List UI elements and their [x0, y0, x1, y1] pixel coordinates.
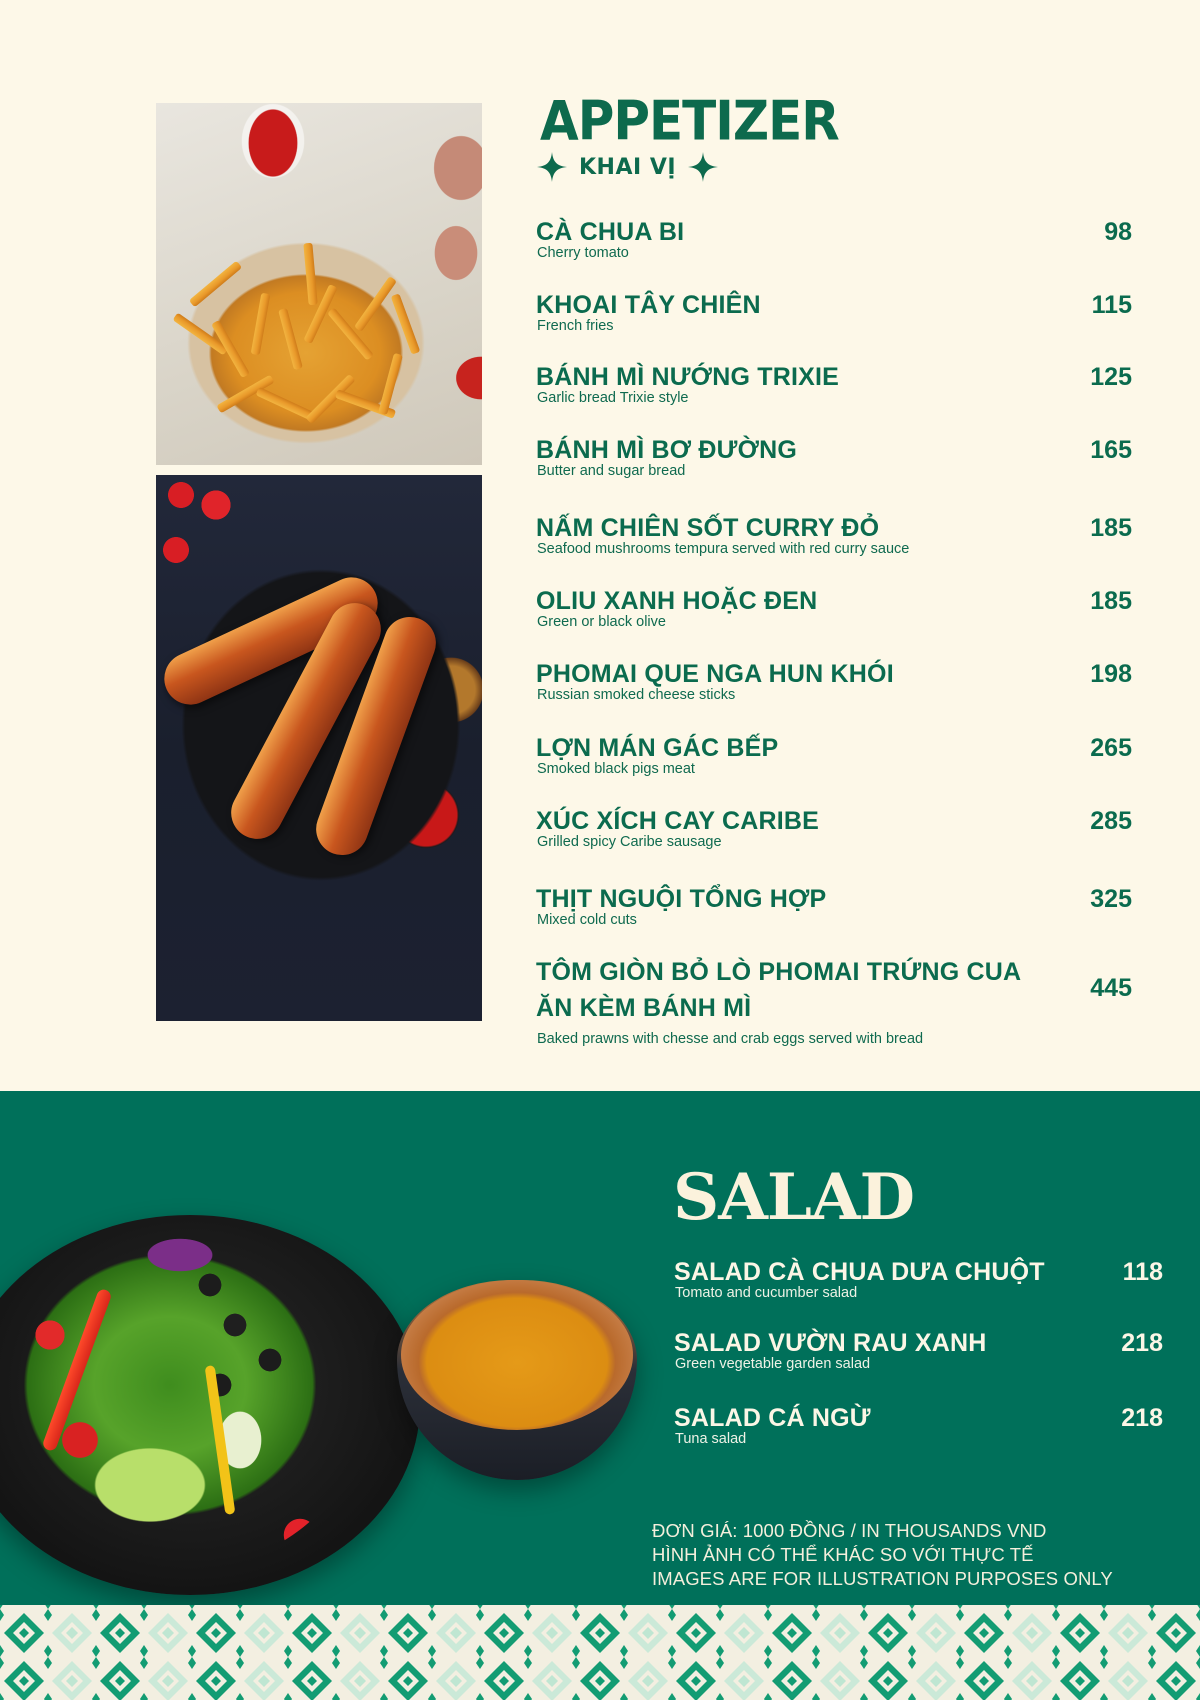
- item-name-line: TÔM GIÒN BỎ LÒ PHOMAI TRỨNG CUA: [536, 958, 1022, 986]
- item-price: 218: [1121, 1404, 1163, 1432]
- sausage-photo: [156, 475, 482, 1021]
- item-price: 285: [1090, 807, 1132, 835]
- appetizer-header: [540, 90, 839, 182]
- menu-item: [674, 1329, 1163, 1373]
- item-price: 218: [1121, 1329, 1163, 1357]
- menu-item: [536, 218, 1132, 262]
- notice-line: HÌNH ẢNH CÓ THỂ KHÁC SO VỚI THỰC TẾ: [652, 1544, 1034, 1565]
- item-price: 125: [1090, 363, 1132, 391]
- price-notice: [652, 1519, 1113, 1591]
- item-description: Seafood mushrooms tempura served with red curry sauce: [537, 541, 910, 557]
- item-price: 118: [1122, 1258, 1163, 1286]
- item-name: SALAD CÁ NGỪ: [674, 1404, 871, 1432]
- section-subtitle: [537, 152, 839, 182]
- item-name: [536, 954, 1036, 1026]
- section-title: APPETIZER: [540, 90, 839, 153]
- item-name: SALAD CÀ CHUA DƯA CHUỘT: [674, 1258, 1045, 1286]
- item-name: LỢN MÁN GÁC BẾP: [536, 734, 779, 762]
- notice-line: ĐƠN GIÁ: 1000 ĐỒNG / IN THOUSANDS VND: [652, 1520, 1047, 1541]
- menu-item: [536, 660, 1132, 704]
- item-price: 185: [1090, 587, 1132, 615]
- sparkle-icon: [688, 152, 718, 182]
- menu-item: [536, 734, 1132, 778]
- item-description: Baked prawns with chesse and crab eggs served with bread: [537, 1031, 924, 1047]
- menu-item: [536, 954, 1132, 1048]
- menu-item: [536, 587, 1132, 631]
- dressing-bowl: [397, 1280, 637, 1480]
- menu-item: [536, 885, 1132, 929]
- item-name: NẤM CHIÊN SỐT CURRY ĐỎ: [536, 514, 880, 542]
- item-name: THỊT NGUỘI TỔNG HỢP: [536, 885, 827, 913]
- item-description: Green vegetable garden salad: [675, 1356, 871, 1372]
- menu-item: [674, 1258, 1163, 1302]
- french-fries-photo: [156, 103, 482, 465]
- item-description: Garlic bread Trixie style: [537, 390, 689, 406]
- tile-pattern-graphic: [0, 1605, 1200, 1700]
- item-price: 165: [1090, 436, 1132, 464]
- menu-item: [536, 436, 1132, 480]
- item-name: SALAD VƯỜN RAU XANH: [674, 1329, 987, 1357]
- item-description: Russian smoked cheese sticks: [537, 687, 736, 703]
- item-description: Butter and sugar bread: [537, 463, 686, 479]
- notice-line: IMAGES ARE FOR ILLUSTRATION PURPOSES ONLY: [652, 1568, 1113, 1589]
- item-description: French fries: [537, 318, 614, 334]
- item-name: BÁNH MÌ NƯỚNG TRIXIE: [536, 363, 840, 391]
- item-name: BÁNH MÌ BƠ ĐƯỜNG: [536, 436, 798, 464]
- item-description: Mixed cold cuts: [537, 912, 637, 928]
- subtitle-text: KHAI VỊ: [579, 154, 677, 180]
- menu-item: [536, 363, 1132, 407]
- decorative-tile-border: [0, 1605, 1200, 1700]
- menu-item: [536, 514, 1132, 558]
- item-price: 198: [1090, 660, 1132, 688]
- item-description: Grilled spicy Caribe sausage: [537, 834, 722, 850]
- item-name: OLIU XANH HOẶC ĐEN: [536, 587, 818, 615]
- item-price: 445: [1090, 974, 1132, 1002]
- item-price: 185: [1090, 514, 1132, 542]
- item-name: CÀ CHUA BI: [536, 218, 685, 246]
- item-price: 325: [1090, 885, 1132, 913]
- menu-item: [674, 1404, 1163, 1448]
- salad-greens: [0, 1215, 360, 1565]
- item-description: Cherry tomato: [537, 245, 629, 261]
- item-description: Tuna salad: [675, 1431, 747, 1447]
- item-name: PHOMAI QUE NGA HUN KHÓI: [536, 660, 894, 688]
- menu-item: [536, 807, 1132, 851]
- item-name: KHOAI TÂY CHIÊN: [536, 291, 761, 319]
- menu-item: [536, 291, 1132, 335]
- sparkle-icon: [537, 152, 567, 182]
- item-name: XÚC XÍCH CAY CARIBE: [536, 807, 820, 835]
- item-price: 98: [1104, 218, 1132, 246]
- item-description: Smoked black pigs meat: [537, 761, 695, 777]
- section-title: SALAD: [673, 1160, 915, 1235]
- item-description: Tomato and cucumber salad: [675, 1285, 858, 1301]
- item-name-line: ĂN KÈM BÁNH MÌ: [536, 994, 752, 1022]
- item-price: 115: [1091, 291, 1132, 319]
- item-price: 265: [1090, 734, 1132, 762]
- item-description: Green or black olive: [537, 614, 666, 630]
